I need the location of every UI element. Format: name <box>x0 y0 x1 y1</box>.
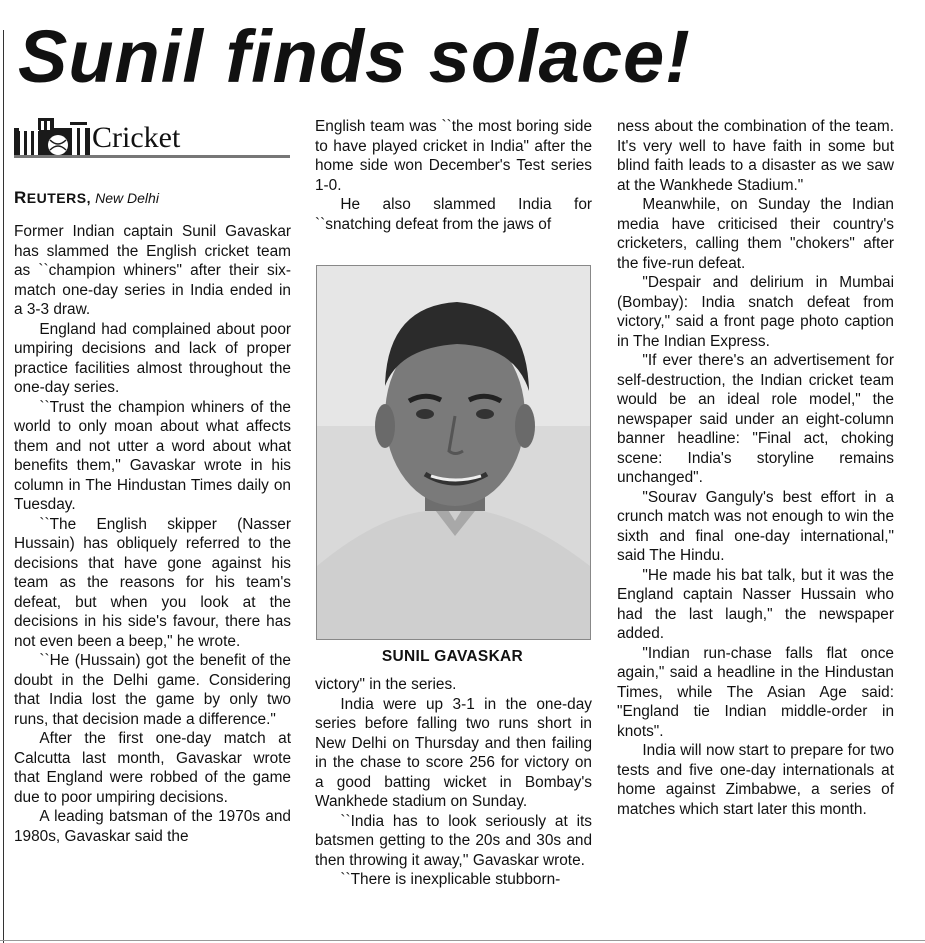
paragraph: victory" in the series. <box>315 676 457 693</box>
paragraph: After the first one-day match at Calcutta last month, Gavaskar wrote that England were robbed of the game due to poor umpiring decisions. <box>14 730 291 806</box>
section-label: Cricket <box>92 121 181 154</box>
paragraph: Former Indian captain Sunil Gavaskar has slammed the English cricket team as ``champion whiners" after their six-match one-day series in India ended in a 3-3 draw. <box>14 223 291 318</box>
paragraph: "He made his bat talk, but it was the England captain Nasser Hussain who had the last laugh," the newspaper added. <box>617 566 894 642</box>
portrait-image <box>317 266 590 639</box>
page-edge-rule <box>3 30 4 943</box>
paragraph: English team was ``the most boring side to have played cricket in India" after the home side won December's Test series 1-0. <box>315 118 592 194</box>
headline: Sunil finds solace! <box>18 15 691 98</box>
paragraph: ``He (Hussain) got the benefit of the doubt in the Delhi game. Considering that India lost the game by only two runs, that decision made a difference." <box>14 652 291 728</box>
photo-caption: SUNIL GAVASKAR <box>381 648 524 665</box>
paragraph: England had complained about poor umpiring decisions and lack of proper practice facilities almost throughout the one-day series. <box>14 320 291 396</box>
agency-name: EUTERS, <box>26 190 91 206</box>
article-column-3 <box>617 117 894 819</box>
paragraph: ``Trust the champion whiners of the world to only moan about what affects them and not utter a word about what benefits them,'' Gavaskar wrote in his column in The Hindustan Times daily on Tuesday. <box>14 398 291 513</box>
section-header <box>14 118 290 158</box>
paragraph: ``India has to look seriously at its batsmen getting to the 20s and 30s and then throwing it away,'' Gavaskar wrote. <box>315 812 592 869</box>
agency-initial: R <box>14 188 27 207</box>
section-rule <box>14 155 290 158</box>
article-column-2-bottom <box>315 675 592 890</box>
paragraph: "Sourav Ganguly's best effort in a crunch match was not enough to win the sixth and final one-day international," said The Hindu. <box>617 488 894 564</box>
paragraph: India were up 3-1 in the one-day series before falling two runs short in New Delhi on Thursday and then failing in the chase to score 256 for victory on a good batting wicket in Bombay's Wankhede stadium on Sunday. <box>315 695 592 810</box>
cricket-stumps-ball-icon <box>14 118 90 158</box>
paragraph: "Despair and delirium in Mumbai (Bombay): India snatch defeat from victory," said a front page photo caption in The Indian Express. <box>617 274 894 350</box>
dateline <box>14 188 290 208</box>
paragraph: ness about the combination of the team. It's very well to have faith in some but blind faith leads to a disaster as we saw at the Wankhede Stadium." <box>617 118 894 194</box>
paragraph: "Indian run-chase falls flat once again," said a headline in the Hindustan Times, while The Asian Age said: "England tie Indian middle-order in knots". <box>617 644 894 740</box>
paragraph: A leading batsman of the 1970s and 1980s, Gavaskar said the <box>14 808 291 845</box>
portrait-photo <box>316 265 591 640</box>
paragraph: Meanwhile, on Sunday the Indian media have criticised their country's cricketers, calling them "chokers" after the five-run defeat. <box>617 196 894 272</box>
article-column-2-top <box>315 117 592 234</box>
paragraph: India will now start to prepare for two tests and five one-day internationals at home against Zimbabwe, a series of matches which start later this month. <box>617 742 894 818</box>
article-column-1 <box>14 222 291 846</box>
dateline-city: New Delhi <box>95 190 159 206</box>
paragraph: He also slammed India for ``snatching defeat from the jaws of <box>315 196 592 233</box>
paragraph: "If ever there's an advertisement for self-destruction, the Indian cricket team would be an ideal role model," the newspaper said under an eight-column banner headline: "Final act, choking scene: India's storyline remains unchanged". <box>617 352 894 486</box>
page-bottom-rule <box>0 940 925 941</box>
paragraph: ``There is inexplicable stubborn- <box>340 871 561 888</box>
paragraph: ``The English skipper (Nasser Hussain) has obliquely referred to the decisions that have gone against his team as the reasons for his team's defeat, but when you look at the decisions in his side's favour, there has not even been a beep," he wrote. <box>14 515 291 650</box>
